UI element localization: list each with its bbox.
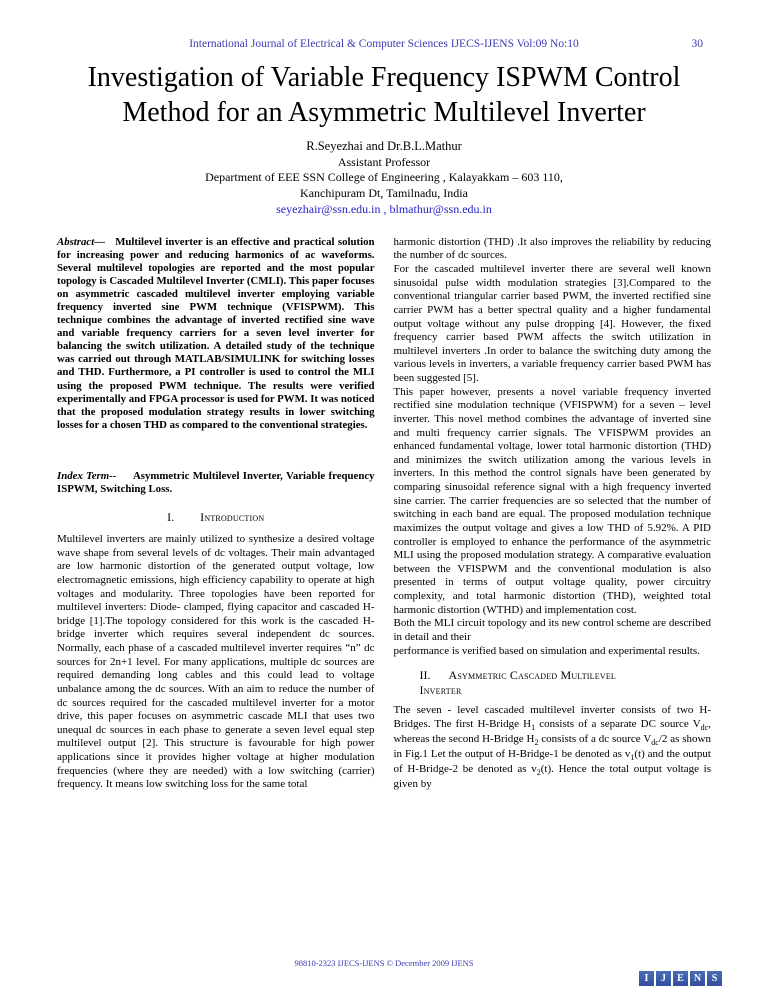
paper-title: Investigation of Variable Frequency ISPWM Control Method for an Asymmetric Multilevel Inverter xyxy=(87,62,681,128)
right-column xyxy=(394,236,712,792)
section-2-paragraph: The seven - level cascaded multilevel inverter consists of two H-Bridges. The first H-Bridge $H_1$ consists of a separate DC source $V_{dc}$, whereas the second H-Bridge $H_2$ consists of a dc source $V_{dc}/2$ as shown in Fig.1 Let the output of H-Bridge-1 be denoted as $v_1(t)$ and the output of H-Bridge-2 be denoted as $v_2(t)$. Hence the total output voltage is given by xyxy=(393,704,711,791)
right-paragraph-5: performance is verified based on simulation and experimental results. xyxy=(393,644,700,657)
section-1-heading xyxy=(57,510,375,525)
email-link-2[interactable]: blmathur@ssn.edu.in xyxy=(389,201,492,216)
ijens-logo-letter-s: S xyxy=(707,971,722,986)
ijens-logo xyxy=(639,971,722,986)
email-link-1[interactable]: seyezhair@ssn.edu.in xyxy=(276,201,381,216)
right-paragraph-1: harmonic distortion (THD) .It also improves the reliability by reducing the number of dc sources. xyxy=(393,235,711,262)
index-terms-label: Index Term-- xyxy=(57,469,117,482)
author-role: Assistant Professor xyxy=(337,154,431,169)
author-block xyxy=(57,138,711,218)
index-terms-text: Asymmetric Multilevel Inverter, Variable frequency ISPWM, Switching Loss. xyxy=(57,469,375,495)
ijens-logo-letter-j: J xyxy=(656,971,671,986)
abstract-label: Abstract— xyxy=(57,235,105,248)
section-1-title: Introduction xyxy=(200,510,265,525)
ijens-logo-letter-e: E xyxy=(673,971,688,986)
left-column xyxy=(57,236,375,792)
author-affiliation-line1: Department of EEE SSN College of Engineering , Kalayakkam – 603 110, xyxy=(205,170,563,185)
author-affiliation-line2: Kanchipuram Dt, Tamilnadu, India xyxy=(300,186,468,201)
section-2-heading xyxy=(394,668,712,698)
journal-title: International Journal of Electrical & Computer Sciences IJECS-IJENS Vol:09 No:10 xyxy=(189,38,579,50)
introduction-paragraph: Multilevel inverters are mainly utilized to synthesize a desired voltage wave shape from several levels of dc voltages. Their main advantaged are low harmonic distortion of the generated output voltage, low electromagnetic emissions, high efficiency capability to operate at high voltages and modularity. Three topologies have been reported for multilevel inverters: Diode- clamped, flying capacitor and cascaded H-bridge [1].The topology considered for this work is the cascaded H-bridge inverter which requires several independent dc sources. Normally, each phase of a cascaded multilevel inverter requires “n” dc sources for 2n+1 level. For many applications, multiple dc sources are required demanding long cables and this could lead to voltage unbalance among the dc sources. With an aim to reduce the number of dc sources required for the cascaded multilevel inverter for a motor drive, this paper focuses on asymmetric cascade MLI that uses two unequal dc sources in each phase to generate a seven level equal step multilevel output [2]. This structure is favourable for high power applications since it provides higher voltage at higher modulation frequencies (where they are needed) with a low switching (carrier) frequency. It means low switching loss for the same total xyxy=(57,533,375,791)
ijens-logo-letter-i: I xyxy=(639,971,654,986)
section-2-title: Asymmetric Cascaded Multilevel Inverter xyxy=(419,668,616,698)
section-1-number: I. xyxy=(167,510,175,525)
right-paragraph-3: This paper however, presents a novel variable frequency inverted rectified sine modulation technique (VFISPWM) for a seven – level inverter. This novel method combines the advantage of inverted sine and multi frequency carrier signals. The VFISPWM provides an enhanced fundamental voltage, lower total harmonic distortion (THD) and minimizes the switch utilization among the various levels in inverters. In this method the control signals have been generated by comparing sinusoidal reference signal with a high frequency inverted sine carrier. The carrier frequencies are so selected that the number of switching in each band are equal. The proposed modulation technique maximizes the output voltage and gives a low THD of 5.92%. A PID controller is employed to enhance the performance of the asymmetric MLI using the proposed modulation strategy. A comparative evaluation between the VFISPWM and the conventional modulation is also presented in terms of output voltage quality, power circuitry complexity, and total harmonic distortion (THD), weighted total harmonic distortion (WTHD) and implementation cost. xyxy=(393,385,711,616)
page-number: 30 xyxy=(691,38,703,50)
right-paragraph-2: For the cascaded multilevel inverter there are several well known sinusoidal pulse width modulation strategies [3].Compared to the conventional triangular carrier based PWM, the inverted rectified sine carrier PWM has a better spectral quality and a higher fundamental output voltage without any pulse dropping [4]. However, the fixed frequency carrier based PWM affects the switch utilization in multilevel inverters .In order to balance the switching duty among the various levels in inverters, a variable frequency carrier based PWM has been suggested [5]. xyxy=(393,263,711,385)
two-column-body xyxy=(57,236,711,792)
index-terms-paragraph xyxy=(57,470,375,496)
author-emails xyxy=(57,202,711,218)
section-2-number: II. xyxy=(419,668,431,683)
ijens-logo-letter-n: N xyxy=(690,971,705,986)
email-separator: , xyxy=(380,201,390,216)
right-paragraph-4: Both the MLI circuit topology and its new control scheme are described in detail and their xyxy=(393,617,711,643)
author-names: R.Seyezhai and Dr.B.L.Mathur xyxy=(306,139,462,153)
footer-copyright: 98810-2323 IJECS-IJENS © December 2009 IJENS xyxy=(294,958,474,968)
running-head xyxy=(57,38,711,50)
abstract-text: Multilevel inverter is an effective and practical solution for increasing power and reducing harmonics of ac waveforms. Several multilevel topologies are reported and the most popular topology is Cascaded Multilevel Inverter (CMLI). This paper focuses on asymmetric cascaded multilevel inverter employing variable frequency inverted sine PWM technique (VFISPWM). This technique combines the advantage of inverted rectified sine wave and variable frequency carriers for a seven level inverter for balancing the switch utilization. A detailed study of the technique was carried out through MATLAB/SIMULINK for switching losses and THD. Furthermore, a PI controller is used to control the MLI using the proposed PWM technique. The results were verified experimentally and FPGA processor is used for PWM. It was noticed that the proposed modulation strategy results in lower switching losses for a chosen THD as compared to the conventional strategies. xyxy=(57,235,375,431)
abstract-paragraph xyxy=(57,236,375,432)
